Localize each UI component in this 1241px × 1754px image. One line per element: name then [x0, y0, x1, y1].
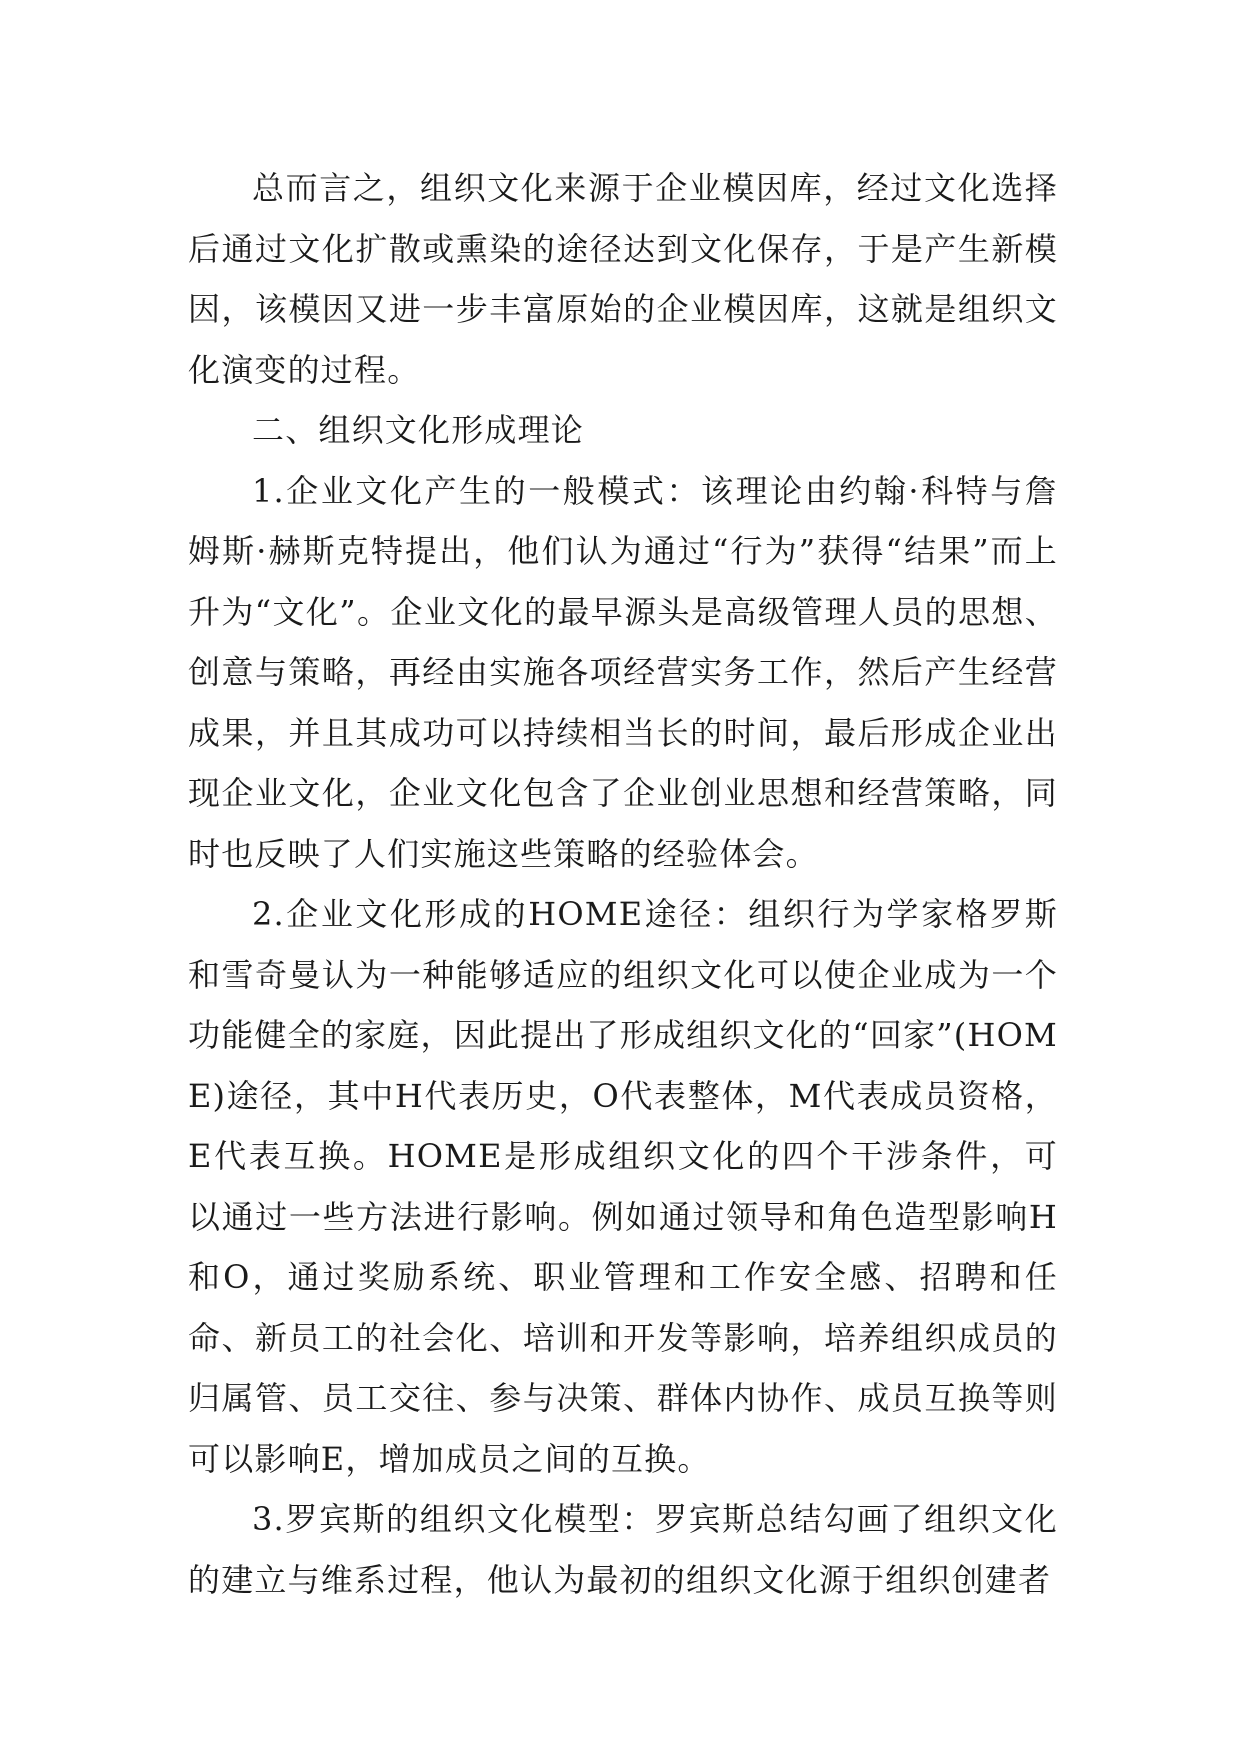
- paragraph-theory-1: 1.企业文化产生的一般模式：该理论由约翰·科特与詹姆斯·赫斯克特提出，他们认为通过“行为”获得“结果”而上升为“文化”。企业文化的最早源头是高级管理人员的思想、创意与策略，再经由实施各项经营实务工作，然后产生经营成果，并且其成功可以持续相当长的时间，最后形成企业出现企业文化，企业文化包含了企业创业思想和经营策略，同时也反映了人们实施这些策略的经验体会。: [188, 471, 1058, 873]
- section-heading: 二、组织文化形成理论: [252, 411, 585, 449]
- paragraph-theory-3: 3.罗宾斯的组织文化模型：罗宾斯总结勾画了组织文化的建立与维系过程，他认为最初的组织文化源于组织创建者: [188, 1500, 1058, 1599]
- document-body: [188, 158, 1058, 1610]
- paragraph-summary: 总而言之，组织文化来源于企业模因库，经过文化选择后通过文化扩散或熏染的途径达到文化保存，于是产生新模因，该模因又进一步丰富原始的企业模因库，这就是组织文化演变的过程。: [188, 169, 1058, 389]
- paragraph-theory-2: 2.企业文化形成的HOME途径：组织行为学家格罗斯和雪奇曼认为一种能够适应的组织文化可以使企业成为一个功能健全的家庭，因此提出了形成组织文化的“回家”(HOME)途径，其中H代表历史，O代表整体，M代表成员资格，E代表互换。HOME是形成组织文化的四个干涉条件，可以通过一些方法进行影响。例如通过领导和角色造型影响H和O，通过奖励系统、职业管理和工作安全感、招聘和任命、新员工的社会化、培训和开发等影响，培养组织成员的归属管、员工交往、参与决策、群体内协作、成员互换等则可以影响E，增加成员之间的互换。: [188, 895, 1058, 1478]
